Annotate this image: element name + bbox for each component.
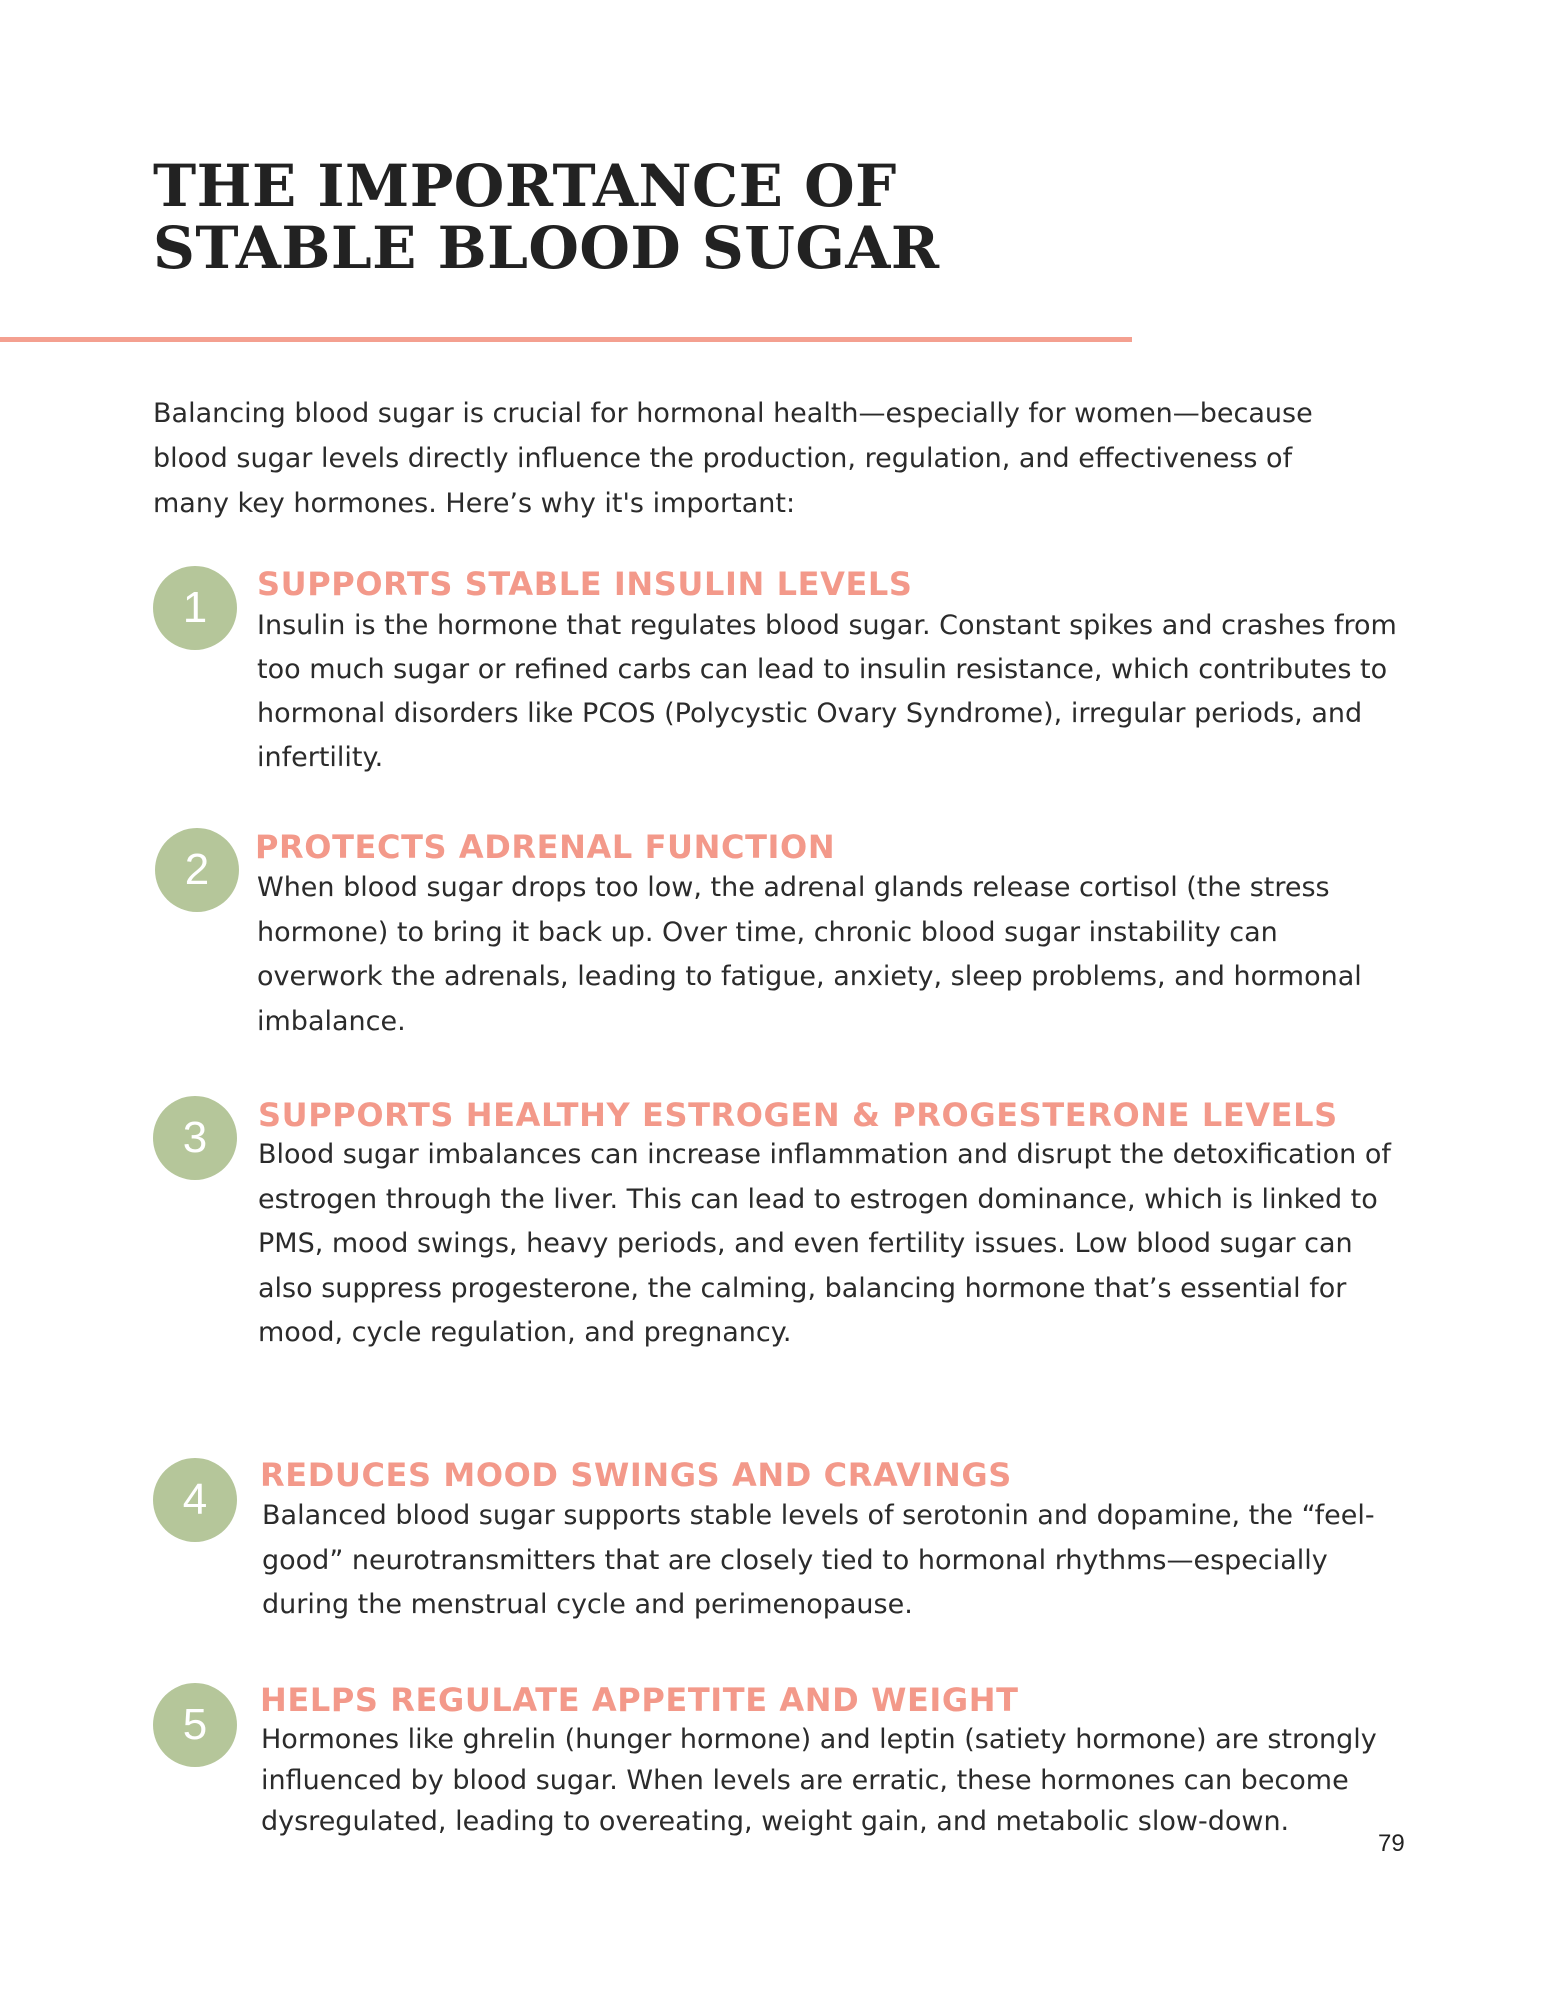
page-title: THE IMPORTANCE OF STABLE BLOOD SUGAR: [153, 152, 940, 282]
section-heading: PROTECTS ADRENAL FUNCTION: [255, 828, 836, 866]
number-badge-5: 5: [153, 1683, 237, 1767]
section-body: Blood sugar imbalances can increase inflammation and disrupt the detoxification of estrogen through the liver. This can lead to estrogen dominance, which is linked to PMS, mood swings, heavy periods, and even fertility issues. Low blood sugar can also suppress progesterone, the calming, balancing hormone that’s essential for mood, cycle regulation, and pregnancy.: [258, 1139, 1391, 1349]
page-number: 79: [1378, 1830, 1405, 1857]
number-badge-3: 3: [153, 1096, 237, 1180]
section-body: Hormones like ghrelin (hunger hormone) and leptin (satiety hormone) are strongly influenced by blood sugar. When levels are erratic, these hormones can become dysregulated, leading to overeating, weight gain, and metabolic slow-down.: [261, 1724, 1377, 1837]
section-heading: REDUCES MOOD SWINGS AND CRAVINGS: [260, 1456, 1012, 1494]
number-badge-2: 2: [155, 828, 239, 912]
section-body: Balanced blood sugar supports stable levels of serotonin and dopamine, the “feel-good” neurotransmitters that are closely tied to hormonal rhythms—especially during the menstrual cycle and perimenopause.: [262, 1500, 1375, 1620]
title-divider: [0, 337, 1132, 342]
section-heading: SUPPORTS STABLE INSULIN LEVELS: [257, 565, 913, 603]
section-heading: HELPS REGULATE APPETITE AND WEIGHT: [260, 1681, 1019, 1719]
section-body: Insulin is the hormone that regulates blood sugar. Constant spikes and crashes from too much sugar or refined carbs can lead to insulin resistance, which contributes to hormonal disorders like PCOS (Polycystic Ovary Syndrome), irregular periods, and infertility.: [257, 610, 1397, 773]
section-body: When blood sugar drops too low, the adrenal glands release cortisol (the stress hormone) to bring it back up. Over time, chronic blood sugar instability can overwork the adrenals, leading to fatigue, anxiety, sleep problems, and hormonal imbalance.: [257, 872, 1362, 1037]
section-heading: SUPPORTS HEALTHY ESTROGEN & PROGESTERONE LEVELS: [258, 1096, 1338, 1134]
number-badge-1: 1: [153, 566, 237, 650]
number-badge-4: 4: [153, 1458, 237, 1542]
intro-paragraph: Balancing blood sugar is crucial for hormonal health—especially for women—because blood sugar levels directly influence the production, regulation, and effectiveness of many key hormones. Here’s why it's important:: [153, 398, 1313, 519]
